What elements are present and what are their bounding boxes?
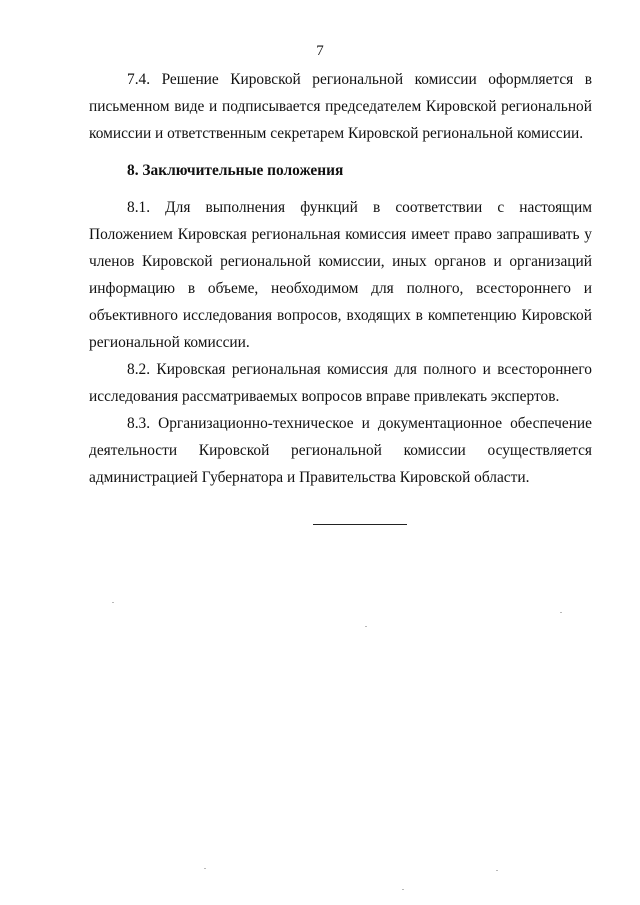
paragraph-7-4: 7.4. Решение Кировской региональной комиссии оформляется в письменном виде и подписывается председателем Кировской региональной комиссии и ответственным секретарем Кировской региональной комиссии. <box>89 71 592 142</box>
scan-speck <box>112 602 114 603</box>
scan-speck <box>204 868 206 869</box>
document-body <box>89 66 592 491</box>
scan-speck <box>402 889 404 890</box>
scan-speck <box>496 870 498 871</box>
section-heading-8: 8. Заключительные положения <box>127 162 344 179</box>
paragraph-8-1: 8.1. Для выполнения функций в соответствии с настоящим Положением Кировская региональная комиссия имеет право запрашивать у членов Кировской региональной комиссии, иных органов и организаций информацию в объеме, необходимом для полного, всестороннего и объективного исследования вопросов, входящих в компетенцию Кировской региональной комиссии. <box>89 199 592 351</box>
paragraph-8-3: 8.3. Организационно-техническое и документационное обеспечение деятельности Кировской региональной комиссии осуществляется администрацией Губернатора и Правительства Кировской области. <box>89 415 592 486</box>
paragraph-8-2: 8.2. Кировская региональная комиссия для полного и всестороннего исследования рассматриваемых вопросов вправе привлекать экспертов. <box>89 361 592 405</box>
scan-speck <box>560 612 562 613</box>
scan-speck <box>365 626 367 627</box>
page-number: 7 <box>316 43 324 59</box>
closing-rule <box>313 524 407 525</box>
